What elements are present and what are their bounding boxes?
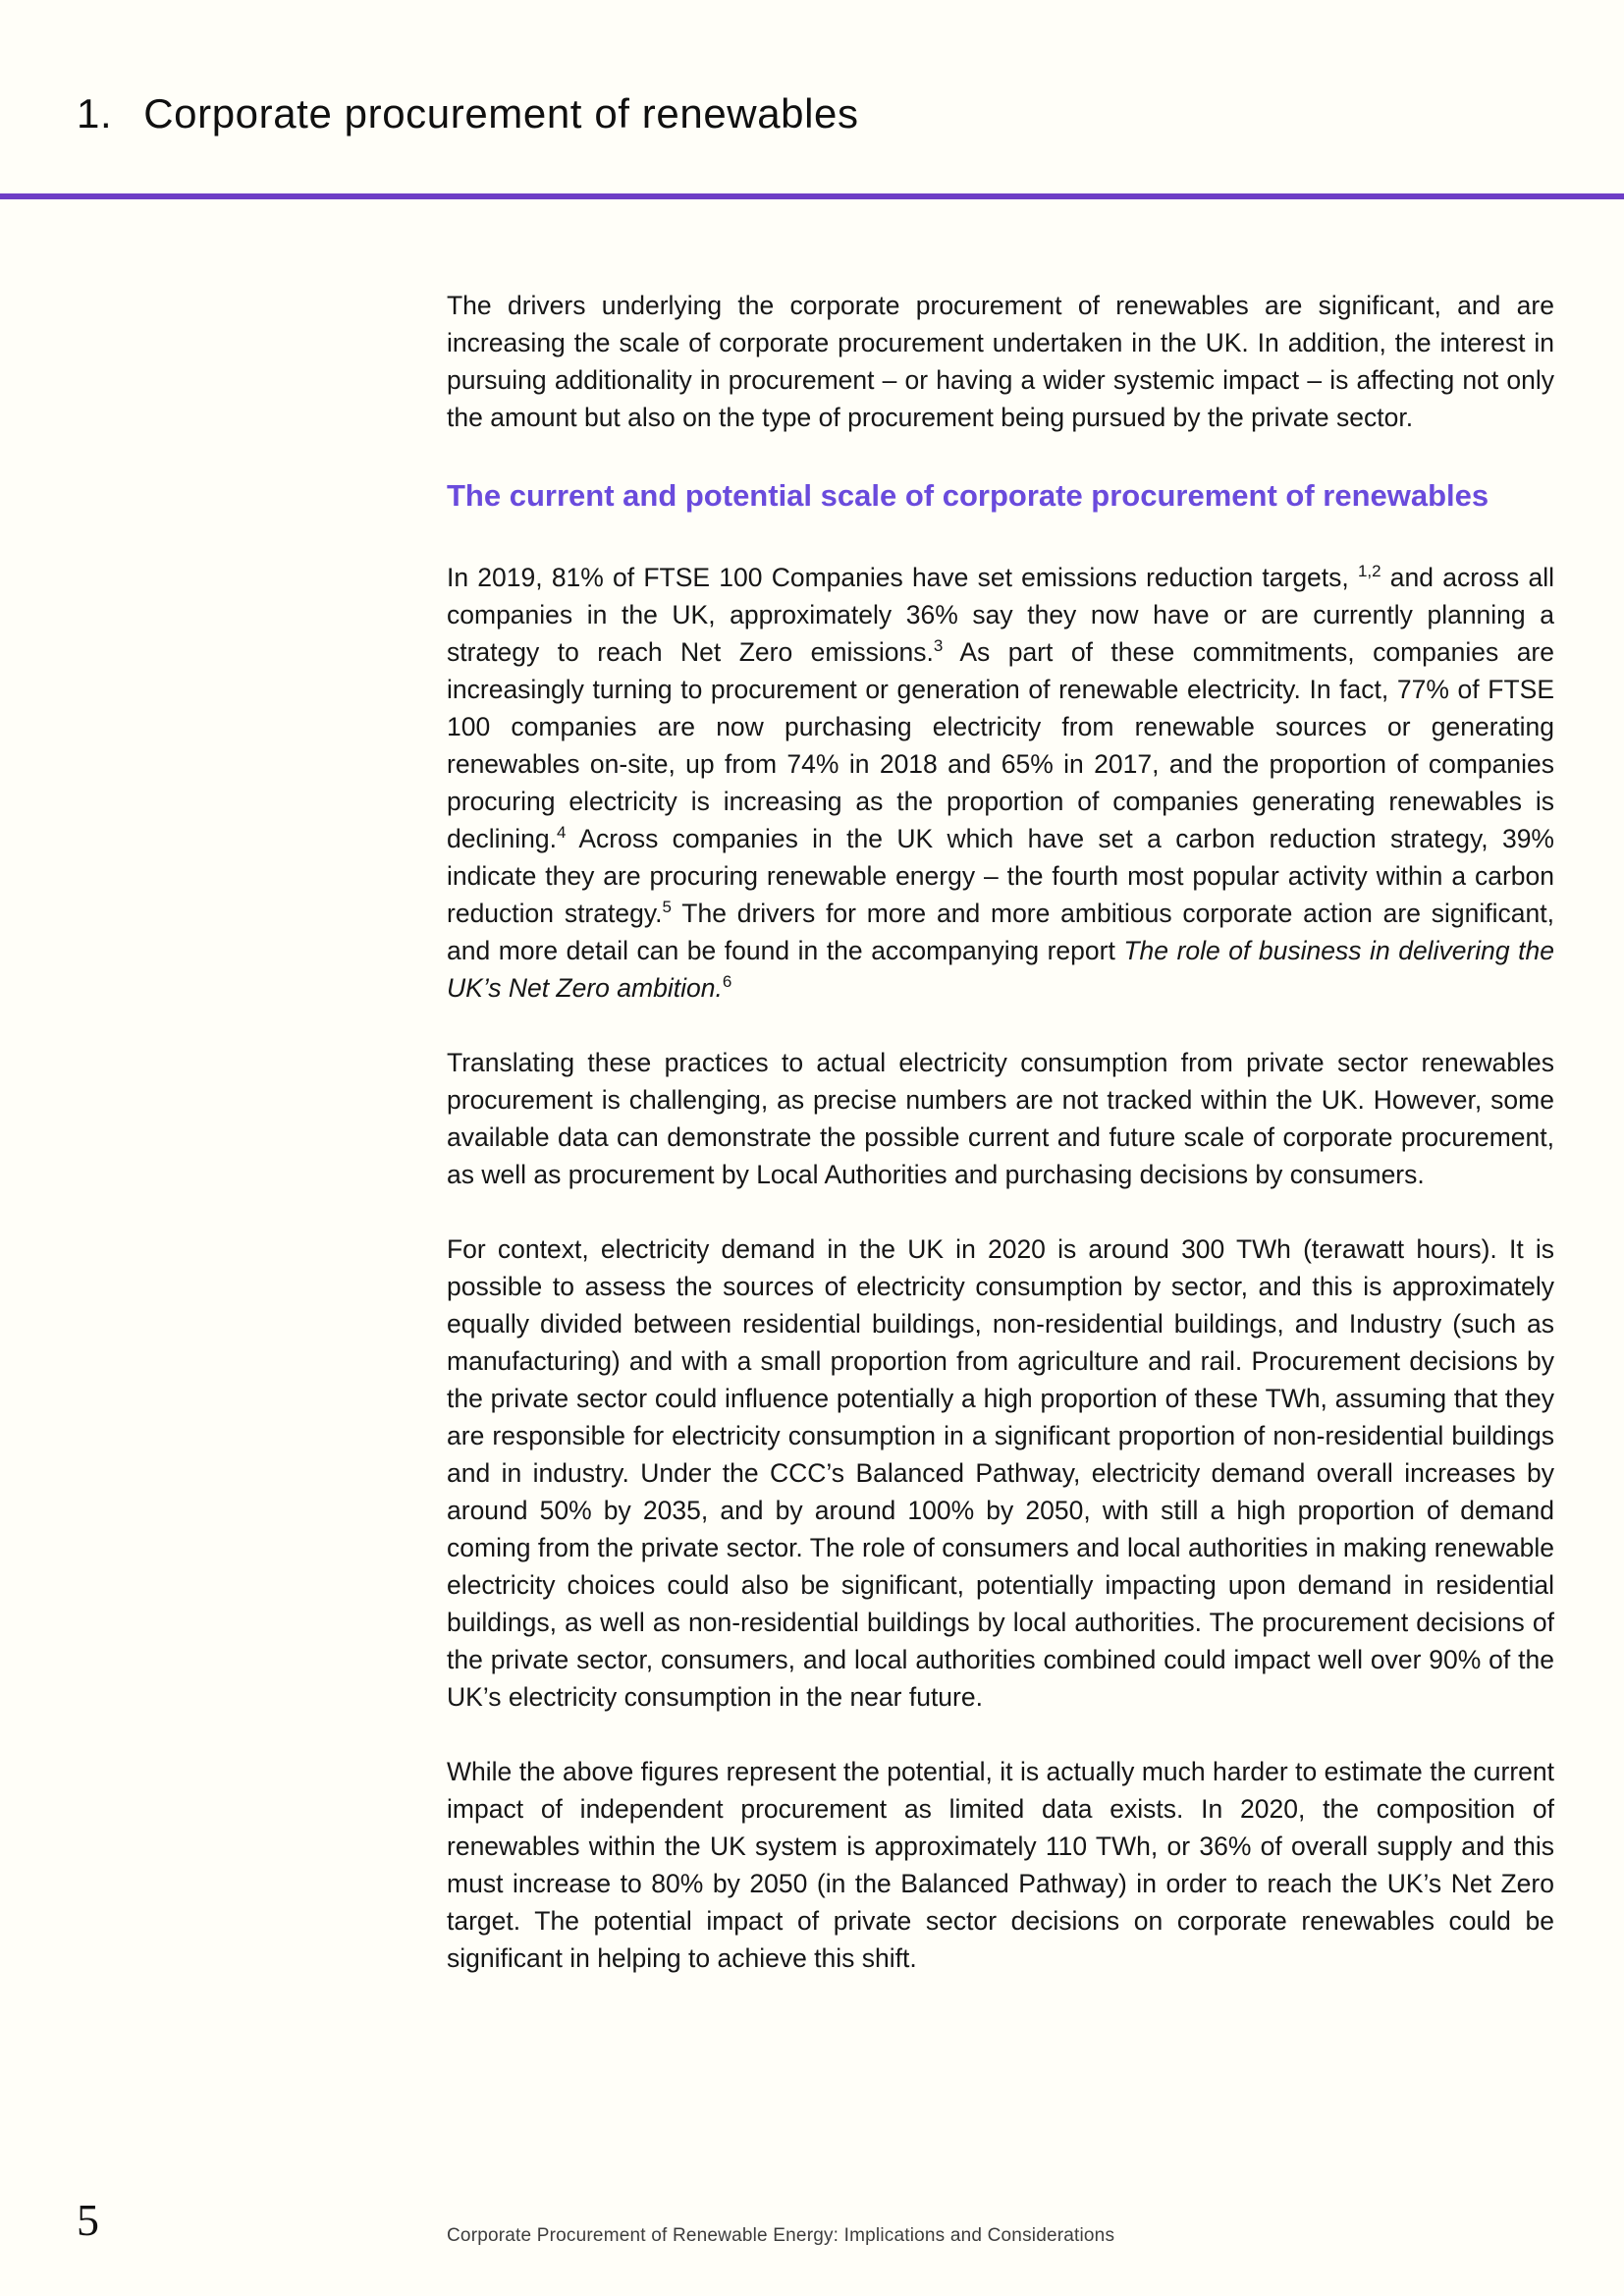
scale-text-1: In 2019, 81% of FTSE 100 Companies have set emissions reduction targets, bbox=[447, 563, 1358, 592]
intro-paragraph: The drivers underlying the corporate procurement of renewables are significant, and are increasing the scale of corporate procurement undertaken in the UK. In addition, the interest in pursuing additionality in procurement – or having a wider systemic impact – is affecting not only the amount but also on the type of procurement being pursued by the private sector. bbox=[447, 291, 1554, 432]
scale-statistics-paragraph bbox=[447, 559, 1554, 1007]
chapter-number: 1. bbox=[77, 90, 113, 137]
footnote-ref-4: 4 bbox=[556, 823, 567, 843]
footnote-ref-1-2: 1,2 bbox=[1357, 562, 1381, 581]
scale-text-2: and across all companies in the UK, approximately 36% say they now have or are currently planning a strategy to reach Net Zero emissions. bbox=[447, 563, 1554, 667]
footnote-ref-5: 5 bbox=[662, 898, 672, 917]
chapter-heading bbox=[77, 90, 859, 137]
scale-text-4: Across companies in the UK which have set a carbon reduction strategy, 39% indicate they are procuring renewable energy – the fourth most popular activity within a carbon reduction strategy. bbox=[447, 824, 1554, 928]
cited-report-title: The role of business in delivering the UK’s Net Zero ambition. bbox=[447, 936, 1555, 1003]
scale-text-3: As part of these commitments, companies are increasingly turning to procurement or generation of renewable electricity. In fact, 77% of FTSE 100 companies are now purchasing electricity from renewable sources or generating renewables on-site, up from 74% in 2018 and 65% in 2017, and the proportion of companies procuring electricity is increasing as the proportion of companies generating renewables is declining. bbox=[447, 637, 1554, 853]
scale-text-5: The drivers for more and more ambitious corporate action are significant, and more detail can be found in the accompanying report bbox=[447, 899, 1554, 965]
section-subheading: The current and potential scale of corporate procurement of renewables bbox=[447, 478, 1489, 513]
footer-report-title: Corporate Procurement of Renewable Energy: Implications and Considerations bbox=[447, 2225, 1115, 2246]
main-content bbox=[447, 287, 1554, 2014]
footnote-ref-3: 3 bbox=[933, 636, 944, 656]
heading-divider-rule bbox=[0, 193, 1624, 199]
page-number: 5 bbox=[77, 2195, 99, 2245]
chapter-title: Corporate procurement of renewables bbox=[143, 90, 859, 137]
footnote-ref-6: 6 bbox=[722, 972, 732, 992]
current-impact-paragraph: While the above figures represent the potential, it is actually much harder to estimate the current impact of independent procurement as limited data exists. In 2020, the composition of renewables within the UK system is approximately 110 TWh, or 36% of overall supply and this must increase to 80% by 2050 (in the Balanced Pathway) in order to reach the UK’s Net Zero target. The potential impact of private sector decisions on corporate renewables could be significant in helping to achieve this shift. bbox=[447, 1757, 1554, 1973]
context-demand-paragraph: For context, electricity demand in the UK in 2020 is around 300 TWh (terawatt hours). It is possible to assess the sources of electricity consumption by sector, and this is approximately equally divided between residential buildings, non-residential buildings, and Industry (such as manufacturing) and with a small proportion from agriculture and rail. Procurement decisions by the private sector could influence potentially a high proportion of these TWh, assuming that they are responsible for electricity consumption in a significant proportion of non-residential buildings and in industry. Under the CCC’s Balanced Pathway, electricity demand overall increases by around 50% by 2035, and by around 100% by 2050, with still a high proportion of demand coming from the private sector. The role of consumers and local authorities in making renewable electricity choices could also be significant, potentially impacting upon demand in residential buildings, as well as non-residential buildings by local authorities. The procurement decisions of the private sector, consumers, and local authorities combined could impact well over 90% of the UK’s electricity consumption in the near future. bbox=[447, 1234, 1554, 1712]
translating-paragraph: Translating these practices to actual electricity consumption from private sector renewables procurement is challenging, as precise numbers are not tracked within the UK. However, some available data can demonstrate the possible current and future scale of corporate procurement, as well as procurement by Local Authorities and purchasing decisions by consumers. bbox=[447, 1048, 1554, 1189]
